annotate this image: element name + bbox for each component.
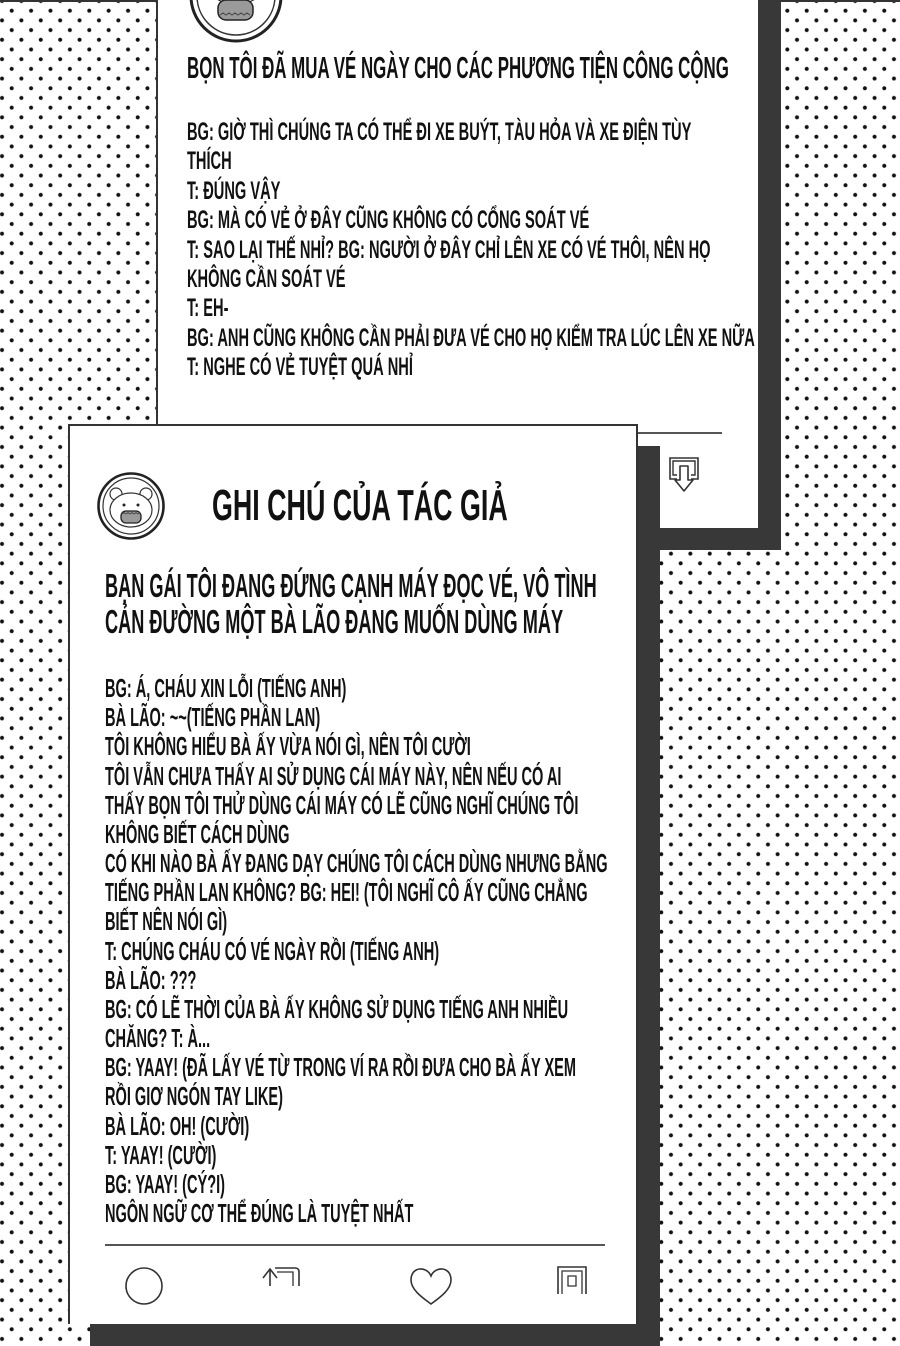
retweet-icon[interactable] [261,1264,301,1304]
body-line: T: ĐÚNG VẬY [187,176,281,205]
body-line: KHÔNG CẦN SOÁT VÉ [187,265,346,294]
body-line: RỒI GIƠ NGÓN TAY LIKE) [105,1081,283,1112]
body-line: T: YAAY! (CƯỜI) [105,1139,217,1170]
body-line: BÀ LÃO: OH! (CƯỜI) [105,1110,250,1141]
download-icon[interactable] [555,1264,589,1304]
body-line: TÔI VẪN CHƯA THẤY AI SỬ DỤNG CÁI MÁY NÀY, NÊN NẾU CÓ AI [105,760,562,791]
body-line: BG: MÀ CÓ VẺ Ở ĐÂY CŨNG KHÔNG CÓ CỔNG SOÁT VÉ [187,206,590,235]
body-line: CÓ KHI NÀO BÀ ẤY ĐANG DẠY CHÚNG TÔI CÁCH DÙNG NHƯNG BẰNG [105,848,608,879]
body-line: BG: CÓ LẼ THỜI CỦA BÀ ẤY KHÔNG SỬ DỤNG TIẾNG ANH NHIỀU [105,993,569,1024]
download-icon[interactable] [667,455,701,493]
body-line: T: SAO LẠI THẾ NHỈ? BG: NGƯỜI Ở ĐÂY CHỈ LÊN XE CÓ VÉ THÔI, NÊN HỌ [187,235,711,264]
heart-icon[interactable] [409,1266,453,1306]
body-line: T: NGHE CÓ VẺ TUYỆT QUÁ NHỈ [187,353,413,382]
body-line: CHĂNG? T: À... [105,1023,211,1054]
card-top-title [187,51,729,85]
title-text: BỌN TÔI ĐÃ MUA VÉ NGÀY CHO CÁC PHƯƠNG TIỆN CÔNG CỘNG [187,50,729,85]
body-line: T: EH- [187,294,229,323]
card-top-body [187,118,755,383]
card-main-title [212,483,508,529]
body-line: BÀ LÃO: ~~(TIẾNG PHẦN LAN) [105,702,321,733]
card-main-divider [105,1244,605,1246]
subtitle-line: CẢN ĐƯỜNG MỘT BÀ LÃO ĐANG MUỐN DÙNG MÁY [105,603,564,640]
subtitle-line: BẠN GÁI TÔI ĐANG ĐỨNG CẠNH MÁY ĐỌC VÉ, VÔ TÌNH [105,567,597,604]
bear-avatar-icon [189,0,283,43]
bear-avatar-icon [97,472,165,540]
comment-icon[interactable] [124,1266,164,1306]
body-line: BG: YAAY! (CÝ?I) [105,1168,226,1199]
body-line: KHÔNG BIẾT CÁCH DÙNG [105,818,290,849]
title-text: GHI CHÚ CỦA TÁC GIẢ [212,481,508,530]
body-line: BÀ LÃO: ??? [105,964,197,995]
body-line: NGÔN NGỮ CƠ THỂ ĐÚNG LÀ TUYỆT NHẤT [105,1198,414,1229]
card-main [68,424,638,1324]
card-main-body [105,674,608,1228]
body-line: TIẾNG PHẦN LAN KHÔNG? BG: HEI! (TÔI NGHĨ CÔ ẤY CŨNG CHẲNG [105,877,588,908]
body-line: BG: ANH CŨNG KHÔNG CẦN PHẢI ĐƯA VÉ CHO HỌ KIỂM TRA LÚC LÊN XE NỮA [187,323,755,352]
card-main-subtitle [105,568,597,640]
body-line: TÔI KHÔNG HIỂU BÀ ẤY VỪA NÓI GÌ, NÊN TÔI CƯỜI [105,731,471,762]
body-line: THÍCH [187,147,232,176]
body-line: BG: YAAY! (ĐÃ LẤY VÉ TỪ TRONG VÍ RA RỒI ĐƯA CHO BÀ ẤY XEM [105,1052,576,1083]
body-line: BG: Á, CHÁU XIN LỖI (TIẾNG ANH) [105,673,347,703]
body-line: BG: GIỜ THÌ CHÚNG TA CÓ THỂ ĐI XE BUÝT, TÀU HỎA VÀ XE ĐIỆN TÙY [187,118,692,146]
body-line: T: CHÚNG CHÁU CÓ VÉ NGÀY RỒI (TIẾNG ANH) [105,935,440,966]
body-line: THẤY BỌN TÔI THỬ DÙNG CÁI MÁY CÓ LẼ CŨNG NGHĨ CHÚNG TÔI [105,789,579,820]
body-line: BIẾT NÊN NÓI GÌ) [105,906,228,937]
